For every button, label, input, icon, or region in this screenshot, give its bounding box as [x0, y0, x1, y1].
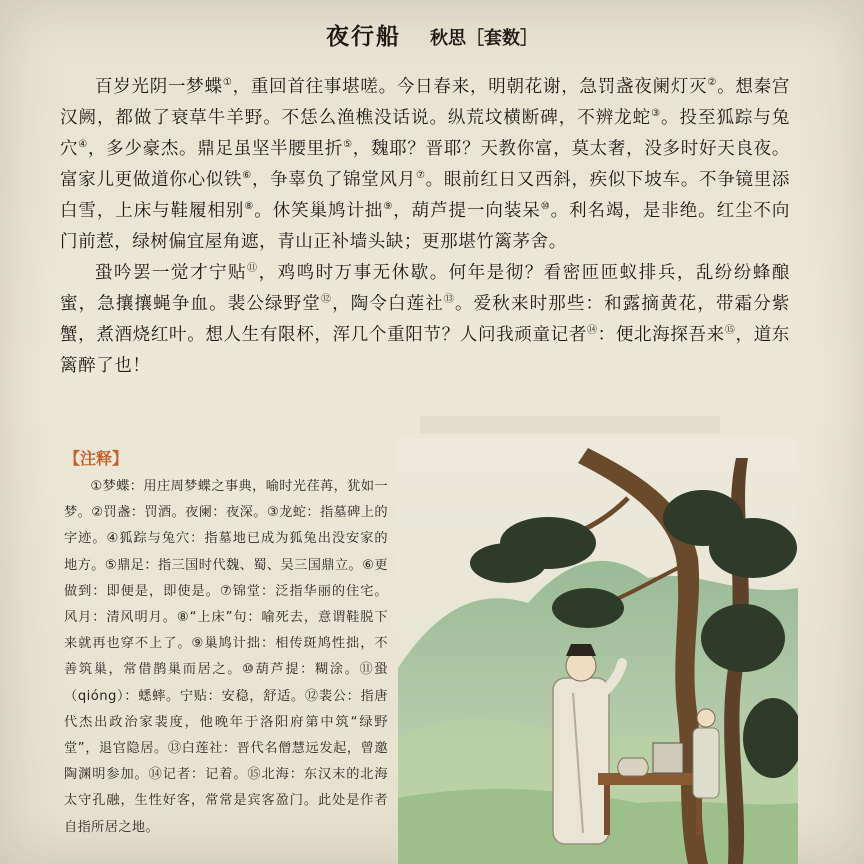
note-marker: ①: [222, 77, 233, 89]
poem-text-segment: ，魏耶？晋耶？天教你富，莫太奢，没多时好天良夜。富家儿更做道你心似铁: [60, 139, 790, 190]
poem-text-segment: 。想秦宫汉阙，都做了衰草牛羊野。不恁么渔樵没话说。纵荒坟横断碑，不辨龙蛇: [60, 77, 790, 128]
poem-body: [60, 72, 790, 382]
title-row: [0, 18, 864, 51]
poem-text-segment: 。眼前红日又西斜，疾似下坡车。不争镜里添白雪，上床与鞋履相别: [60, 170, 791, 221]
poem-text-segment: 。投至狐踪与兔穴: [60, 108, 790, 159]
poem-paragraph-1: [60, 72, 790, 258]
note-marker: ⑥: [242, 170, 252, 182]
note-marker: ③: [651, 108, 662, 120]
note-marker: ⑪: [247, 263, 259, 275]
note-marker: ⑬: [443, 294, 456, 306]
poem-text-segment: ，陶令白莲社: [332, 294, 444, 314]
note-marker: ⑮: [724, 325, 736, 337]
note-marker: ⑤: [343, 139, 353, 151]
poem-text-segment: ：便北海探吾来: [597, 325, 725, 345]
poem-text-segment: 。利名竭，是非绝。红尘不向门前惹，绿树偏宜屋角遮，青山正补墙头缺；更那堪竹篱茅舍。: [60, 201, 790, 252]
notes-section: [64, 474, 388, 841]
illustration-scholar-under-pines: [398, 438, 798, 864]
note-marker: ⑫: [320, 294, 333, 306]
poem-text-segment: ，鸡鸣时万事无休歇。何年是彻？看密匝匝蚁排兵，乱纷纷蜂酿蜜，急攘攘蝇争血。裴公绿野堂: [60, 263, 790, 314]
poem-text-segment: 蛩吟罢一觉才宁贴: [95, 263, 248, 283]
note-marker: ⑨: [383, 201, 394, 213]
poem-text-segment: ，重回首往事堪嗟。今日春来，明朝花谢，急罚盏夜阑灯灭: [232, 77, 708, 97]
note-marker: ⑧: [244, 201, 255, 213]
note-marker: ④: [78, 139, 88, 151]
page-title: 夜行船: [325, 23, 401, 50]
note-marker: ⑩: [540, 201, 551, 213]
note-marker: ⑭: [586, 325, 598, 337]
note-marker: ②: [707, 77, 718, 89]
notes-text: ①梦蝶：用庄周梦蝶之事典，喻时光荏苒，犹如一梦。②罚盏：罚酒。夜阑：夜深。③龙蛇：指墓碑上的字迹。④狐踪与兔穴：指墓地已成为狐兔出没安家的地方。⑤鼎足：指三国时代魏、蜀、吴三国鼎立。⑥更做到：即便是，即使是。⑦锦堂：泛指华丽的住宅。风月：清风明月。⑧“上床”句：喻死去，意谓鞋脱下来就再也穿不上了。⑨巢鸠计拙：相传斑鸠性拙，不善筑巢，常借鹊巢而居之。⑩葫芦提：糊涂。⑪蛩（qióng）：蟋蟀。宁贴：安稳，舒适。⑫裴公：指唐代杰出政治家裴度，他晚年于洛阳府第中筑“绿野堂”，退官隐居。⑬白莲社：晋代名僧慧远发起，曾邀陶渊明参加。⑭记者：记着。⑮北海：东汉末的北海太守孔融，生性好客，常常是宾客盈门。此处是作者自指所居之地。: [64, 479, 388, 835]
notes-heading: 【注释】: [64, 449, 129, 468]
bleed-through-band: [420, 416, 720, 434]
note-marker: ⑦: [415, 170, 426, 182]
poem-text-segment: ，道东篱醉了也！: [60, 325, 790, 376]
poem-text-segment: ，争辜负了锦堂风月: [251, 170, 416, 190]
poem-text-segment: 。爱秋来时那些：和露摘黄花，带霜分紫蟹，煮酒烧红叶。想人生有限杯，浑几个重阳节？人问我顽童记者: [60, 294, 790, 345]
poem-text-segment: 百岁光阴一梦蝶: [95, 77, 223, 97]
poem-text-segment: 。休笑巢鸠计拙: [254, 201, 384, 221]
poem-text-segment: ，多少豪杰。鼎足虽坚半腰里折: [87, 139, 344, 159]
page-subtitle: 秋思［套数］: [430, 28, 539, 49]
poem-paragraph-2: [60, 258, 790, 382]
poem-text-segment: ，葫芦提一向装呆: [393, 201, 541, 221]
